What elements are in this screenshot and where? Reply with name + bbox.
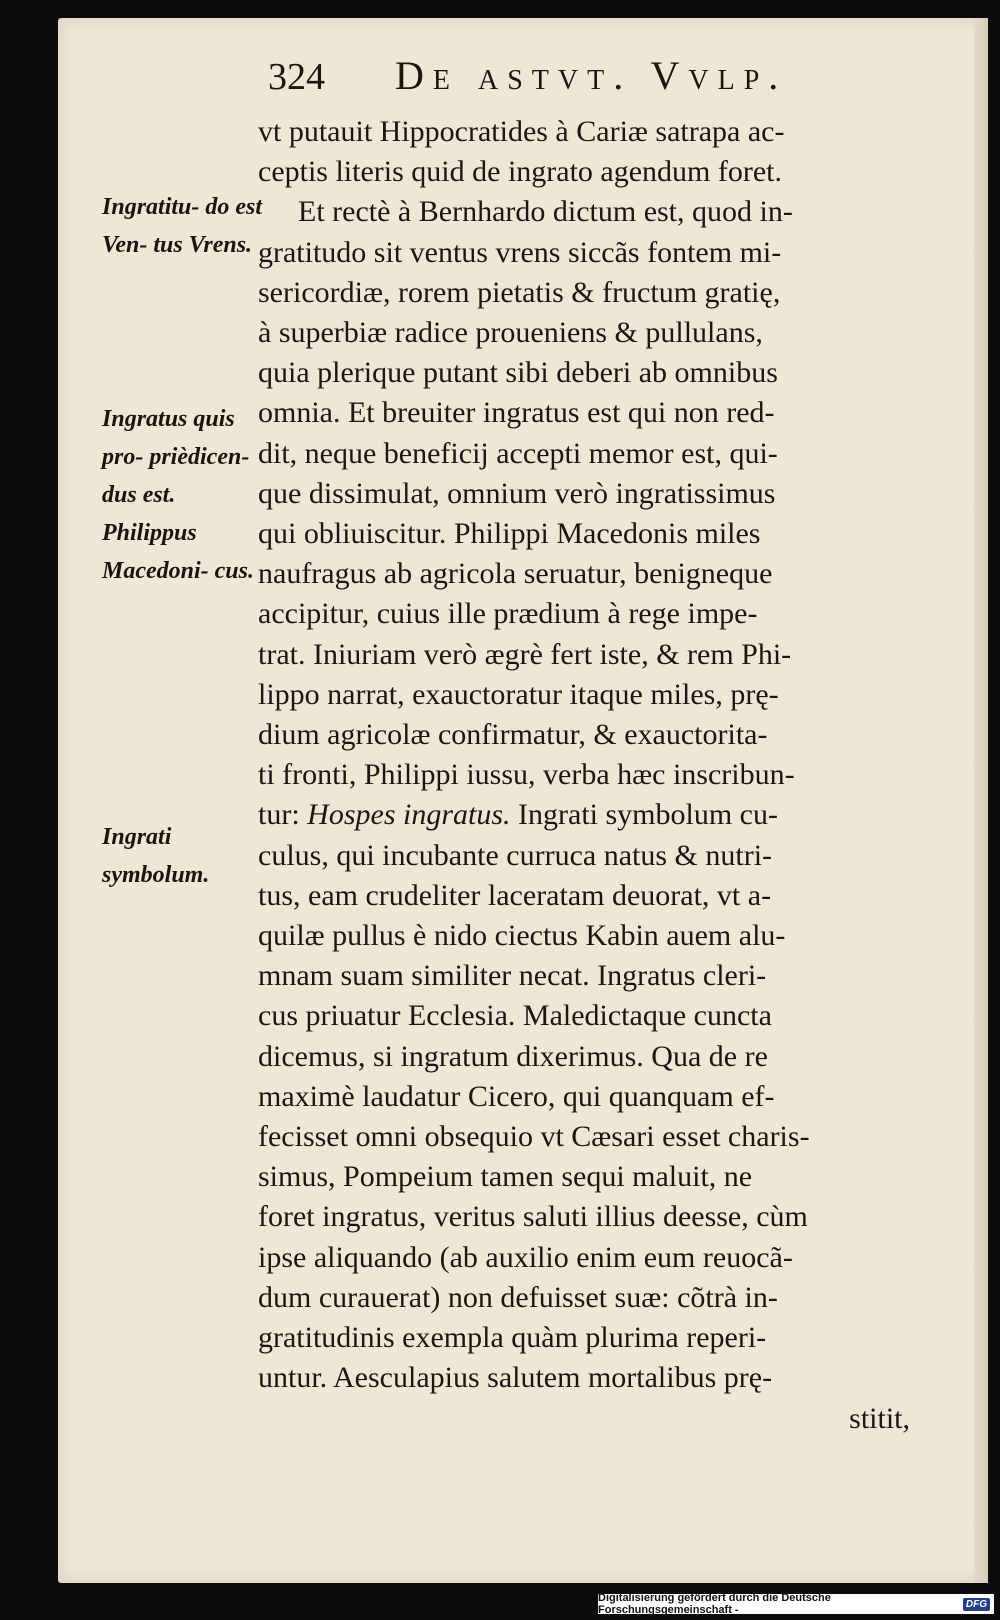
text-line: à superbiæ radice proueniens & pullulans, bbox=[258, 316, 763, 350]
text-line: naufragus ab agricola seruatur, benigneque bbox=[258, 557, 773, 591]
text-line: simus, Pompeium tamen sequi maluit, ne bbox=[258, 1160, 753, 1194]
text-line: tus, eam crudeliter laceratam deuorat, vt a- bbox=[258, 878, 772, 912]
text-line: culus, qui incubante curruca natus & nutri- bbox=[258, 838, 773, 872]
text-line: que dissimulat, omnium verò ingratissimus bbox=[258, 476, 776, 510]
text-line: cus priuatur Ecclesia. Maledictaque cuncta bbox=[258, 999, 772, 1033]
text-line: gratitudo sit ventus vrens siccãs fontem mi- bbox=[258, 235, 782, 269]
page-edge bbox=[974, 18, 988, 1583]
margin-note-ingratus: Ingratus quis pro- prièdicen- dus est. Philippus Macedoni- cus. bbox=[102, 406, 254, 584]
text-line: dum curauerat) non defuisset suæ: cõtrà in- bbox=[258, 1280, 778, 1314]
page-number: 324 bbox=[268, 56, 325, 98]
text-line: dit, neque beneficij accepti memor est, qui- bbox=[258, 436, 778, 470]
text-line: sericordiæ, rorem pietatis & fructum gratię, bbox=[258, 275, 781, 309]
text-line: gratitudinis exempla quàm plurima reperi- bbox=[258, 1321, 767, 1355]
dfg-logo: DFG bbox=[963, 1598, 990, 1611]
text-line: trat. Iniuriam verò ægrè fert iste, & rem Phi- bbox=[258, 637, 792, 671]
margin-note-ingratitudo: Ingratitu- do est Ven- tus Vrens. bbox=[102, 194, 263, 258]
text-line: Et rectè à Bernhardo dictum est, quod in- bbox=[298, 195, 793, 229]
text-line: accipitur, cuius ille prædium à rege impe- bbox=[258, 597, 758, 631]
text-line: ceptis literis quid de ingrato agendum foret. bbox=[258, 155, 783, 189]
text-line: dicemus, si ingratum dixerimus. Qua de re bbox=[258, 1039, 768, 1073]
text-line: ti fronti, Philippi iussu, verba hæc inscribun- bbox=[258, 758, 795, 792]
text-line: omnia. Et breuiter ingratus est qui non red- bbox=[258, 396, 775, 430]
text-line: dium agricolæ confirmatur, & exauctorita- bbox=[258, 718, 768, 752]
margin-note-symbolum: Ingrati symbolum. bbox=[102, 824, 210, 888]
text-line: quia plerique putant sibi deberi ab omnibus bbox=[258, 356, 778, 390]
text-line: qui obliuiscitur. Philippi Macedonis miles bbox=[258, 517, 761, 551]
text-line: maximè laudatur Cicero, qui quanquam ef- bbox=[258, 1079, 775, 1113]
text-line: foret ingratus, veritus saluti illius deesse, cùm bbox=[258, 1200, 808, 1234]
inscription-text: Hospes ingratus. bbox=[307, 798, 511, 832]
text-line: quilæ pullus è nido ciectus Kabin auem alu- bbox=[258, 919, 786, 953]
text-line: vt putauit Hippocratides à Cariæ satrapa ac- bbox=[258, 115, 785, 148]
running-head: De astvt. Vvlp. bbox=[395, 53, 788, 98]
text-line: lippo narrat, exauctoratur itaque miles, prę- bbox=[258, 677, 779, 711]
text-segment: Ingrati symbolum cu- bbox=[510, 798, 778, 832]
digitization-footer bbox=[598, 1594, 994, 1614]
text-line: ipse aliquando (ab auxilio enim eum reuocã- bbox=[258, 1240, 793, 1274]
text-line bbox=[258, 795, 910, 835]
page-header bbox=[268, 52, 888, 99]
text-segment: tur: bbox=[258, 798, 308, 832]
text-line: fecisset omni obsequio vt Cæsari esset charis- bbox=[258, 1120, 810, 1154]
text-line: untur. Aesculapius salutem mortalibus prę- bbox=[258, 1361, 773, 1395]
footer-credit: Digitalisierung gefördert durch die Deutsche Forschungsgemeinschaft - bbox=[598, 1592, 831, 1616]
text-line: mnam suam similiter necat. Ingratus cleri- bbox=[258, 959, 767, 993]
catchword: stitit, bbox=[849, 1401, 910, 1435]
main-text bbox=[258, 112, 910, 1439]
